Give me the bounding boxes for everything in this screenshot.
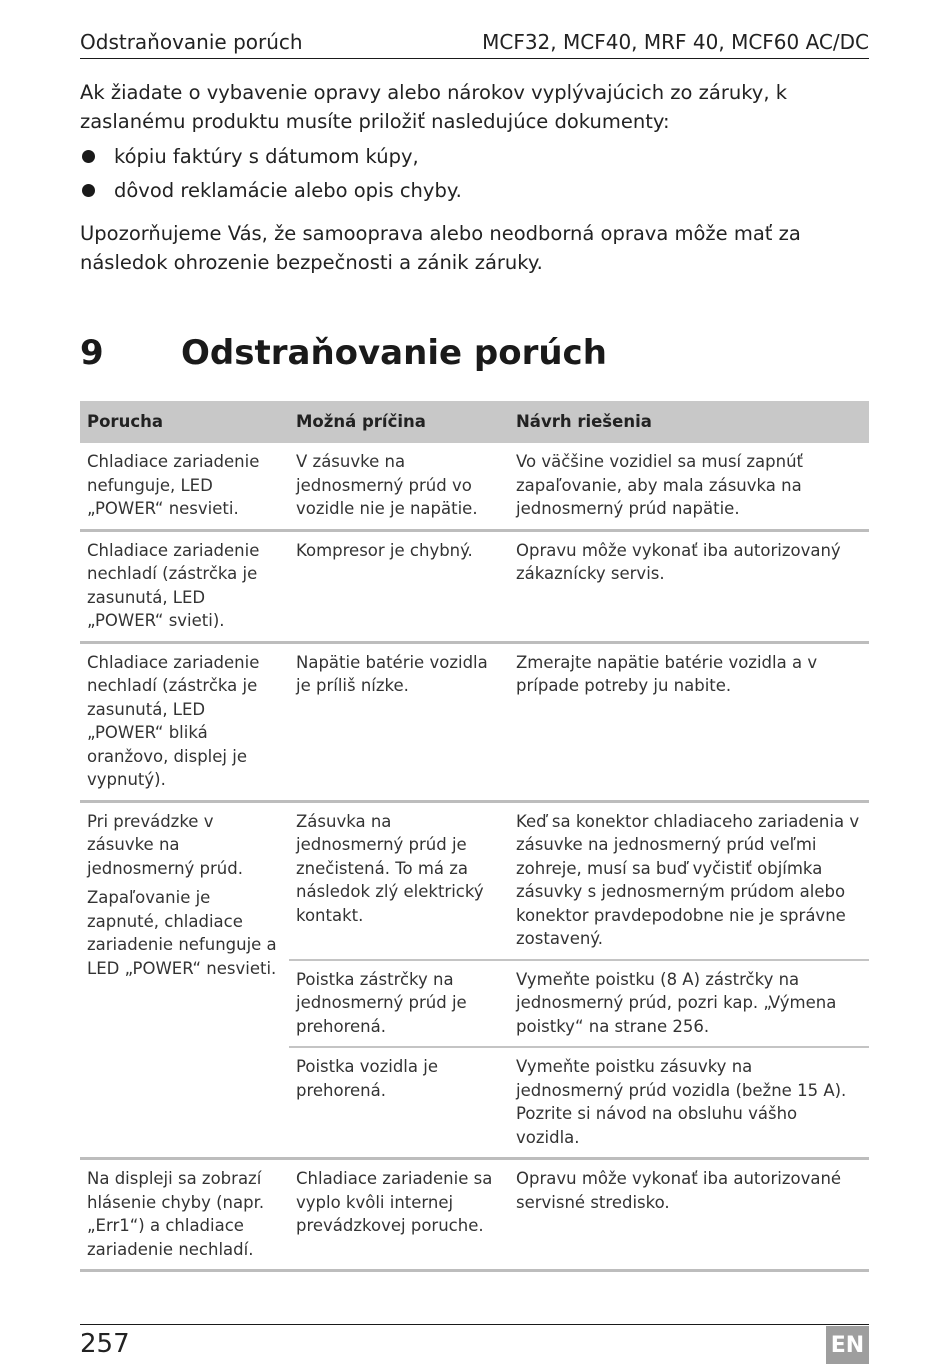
required-documents-list [80,142,869,205]
table-row [80,801,869,960]
fault-cell [80,801,289,1159]
cause-cell: Zásuvka na jednosmerný prúd je znečistená. To má za následok zlý elektrický kontakt. [289,801,509,960]
bullet-icon [82,150,95,163]
solution-cell: Opravu môže vykonať iba autorizovaný zákaznícky servis. [509,530,869,642]
fault-cell: Chladiace zariadenie nechladí (zástrčka je zasunutá, LED „POWER“ svieti). [80,530,289,642]
table-row [80,443,869,530]
fault-text-extra: Zapaľovanie je zapnuté, chladiace zariadenie nefunguje a LED „POWER“ nesvieti. [87,888,277,978]
list-item [80,176,869,205]
header-model-names: MCF32, MCF40, MRF 40, MCF60 AC/DC [482,30,869,54]
solution-cell: Vymeňte poistku (8 A) zástrčky na jednosmerný prúd, pozri kap. „Výmena poistky“ na strane 256. [509,960,869,1048]
cause-cell: Kompresor je chybný. [289,530,509,642]
cause-cell: Chladiace zariadenie sa vyplo kvôli internej prevádzkovej poruche. [289,1159,509,1271]
fault-text: Pri prevádzke v zásuvke na jednosmerný prúd. [87,811,243,878]
column-header-cause: Možná príčina [289,401,509,443]
bullet-icon [82,184,95,197]
cause-cell: V zásuvke na jednosmerný prúd vo vozidle nie je napätie. [289,443,509,530]
troubleshooting-table [80,401,869,1272]
warranty-notice: Upozorňujeme Vás, že samooprava alebo neodborná oprava môže mať za následok ohrozenie bezpečnosti a zánik záruky. [80,222,801,274]
solution-cell: Zmerajte napätie batérie vozidla a v prípade potreby ju nabite. [509,642,869,801]
fault-cell: Chladiace zariadenie nechladí (zástrčka je zasunutá, LED „POWER“ bliká oranžovo, displej je vypnutý). [80,642,289,801]
language-badge: EN [826,1326,869,1364]
cause-cell: Napätie batérie vozidla je príliš nízke. [289,642,509,801]
list-item [80,142,869,171]
cause-cell: Poistka zástrčky na jednosmerný prúd je prehorená. [289,960,509,1048]
table-row [80,1159,869,1271]
intro-paragraph: Ak žiadate o vybavenie opravy alebo nárokov vyplývajúcich zo záruky, k zaslanému produktu musíte priložiť nasledujúce dokumenty: [80,81,788,133]
solution-cell: Vo väčšine vozidiel sa musí zapnúť zapaľovanie, aby mala zásuvka na jednosmerný prúd napätie. [509,443,869,530]
column-header-solution: Návrh riešenia [509,401,869,443]
section-heading [80,330,869,376]
solution-cell: Opravu môže vykonať iba autorizované servisné stredisko. [509,1159,869,1271]
section-title: Odstraňovanie porúch [181,333,607,373]
section-number: 9 [80,333,104,373]
warranty-intro [80,78,869,277]
cause-cell: Poistka vozidla je prehorená. [289,1047,509,1159]
footer-divider [80,1324,869,1325]
running-header [80,28,869,59]
page-number: 257 [80,1329,130,1359]
fault-cell: Chladiace zariadenie nefunguje, LED „POWER“ nesvieti. [80,443,289,530]
header-section-name: Odstraňovanie porúch [80,30,303,54]
fault-cell: Na displeji sa zobrazí hlásenie chyby (napr. „Err1“) a chladiace zariadenie nechladí. [80,1159,289,1271]
table-row [80,642,869,801]
table-header-row [80,401,869,443]
list-item-text: kópiu faktúry s dátumom kúpy, [114,145,419,168]
solution-cell: Keď sa konektor chladiaceho zariadenia v zásuvke na jednosmerný prúd veľmi zohreje, musí sa buď vyčistiť objímka zásuvky s jednosmerným prúdom alebo konektor pravdepodobne nie je správne zostavený. [509,801,869,960]
solution-cell: Vymeňte poistku zásuvky na jednosmerný prúd vozidla (bežne 15 A). Pozrite si návod na obsluhu vášho vozidla. [509,1047,869,1159]
list-item-text: dôvod reklamácie alebo opis chyby. [114,179,462,202]
column-header-fault: Porucha [80,401,289,443]
table-row [80,530,869,642]
